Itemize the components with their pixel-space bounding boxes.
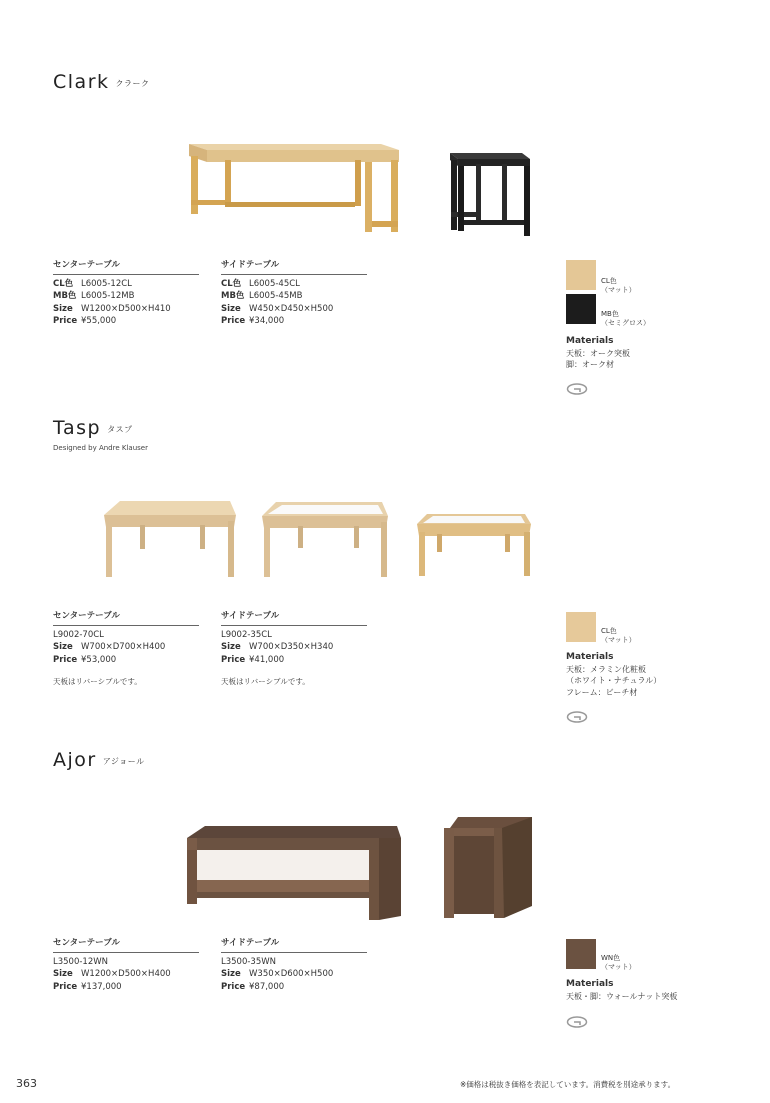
ajor-side-spec: [221, 937, 367, 993]
tasp-swatch1-label: CL色 （マット）: [601, 627, 636, 644]
ajor-title: Ajor: [53, 749, 97, 771]
ajor-center-code: L3500-12WN: [53, 956, 109, 967]
tasp-center-category: センターテーブル: [53, 610, 199, 626]
ajor-center-table-image: [183, 822, 405, 922]
clark-swatch1-label: CL色 （マット）: [601, 277, 636, 294]
ajor-heading: [53, 749, 145, 771]
tasp-cl-swatch: [566, 612, 596, 642]
tasp-kana: タスプ: [107, 425, 133, 434]
clark-swatch2-label: MB色 （セミグロス）: [601, 310, 650, 327]
spec-row: Price ¥87,000: [221, 981, 285, 992]
ajor-side-category: サイドテーブル: [221, 937, 367, 953]
ajor-materials: Materials 天板・脚：ウォールナット突板: [566, 979, 678, 1001]
tasp-side-code: L9002-35CL: [221, 629, 272, 640]
green-mark-icon: [566, 383, 588, 395]
black-mb-swatch: [566, 294, 596, 324]
clark-side-spec: [221, 259, 367, 328]
tasp-materials: Materials 天板：メラミン化粧板 （ホワイト・ナチュラル） フレーム：ビーチ材: [566, 652, 662, 697]
ajor-swatch1-label: WN色 （マット）: [601, 954, 636, 971]
spec-row: MB色 L6005-45MB: [221, 291, 303, 301]
spec-row: Size W450×D450×H500: [221, 303, 334, 314]
tasp-center-code: L9002-70CL: [53, 629, 104, 640]
walnut-wn-swatch: [566, 939, 596, 969]
ajor-center-spec: [53, 937, 199, 993]
spec-row: Price ¥137,000: [53, 981, 122, 992]
page-number: 363: [16, 1077, 37, 1090]
tasp-designer: Designed by Andre Klauser: [53, 444, 148, 452]
clark-center-spec: [53, 259, 199, 328]
clark-side-table-image: [446, 150, 536, 238]
spec-row: Size W350×D600×H500: [221, 969, 334, 979]
tasp-side-category: サイドテーブル: [221, 610, 367, 626]
tasp-title: Tasp: [53, 417, 102, 439]
spec-row: MB色 L6005-12MB: [53, 291, 135, 301]
clark-center-table-image: [185, 136, 403, 236]
oak-cl-swatch: [566, 260, 596, 290]
tasp-side-table-natural-image: [413, 512, 535, 578]
tasp-side-table-white-image: [258, 500, 393, 580]
spec-row: Price ¥41,000: [221, 654, 285, 665]
tasp-side-spec: [221, 610, 367, 689]
spec-row: Size W700×D350×H340: [221, 642, 334, 652]
spec-row: Size W1200×D500×H400: [53, 969, 171, 979]
tasp-side-note: 天板はリバーシブルです。: [221, 677, 310, 686]
ajor-kana: アジョール: [102, 757, 145, 766]
clark-side-category: サイドテーブル: [221, 259, 367, 275]
tasp-center-spec: [53, 610, 199, 689]
ajor-side-table-image: [440, 814, 536, 920]
spec-row: CL色 L6005-45CL: [221, 278, 300, 289]
clark-materials: Materials 天板：オーク突板 脚：オーク材: [566, 336, 630, 369]
green-mark-icon: [566, 1016, 588, 1028]
clark-heading: [53, 71, 150, 93]
ajor-side-code: L3500-35WN: [221, 956, 277, 967]
spec-row: CL色 L6005-12CL: [53, 278, 132, 289]
clark-kana: クラーク: [115, 79, 150, 88]
tasp-center-note: 天板はリバーシブルです。: [53, 677, 142, 686]
ajor-center-category: センターテーブル: [53, 937, 199, 953]
spec-row: Price ¥34,000: [221, 316, 285, 326]
tasp-center-table-image: [100, 497, 240, 582]
spec-row: Price ¥53,000: [53, 654, 117, 665]
spec-row: Price ¥55,000: [53, 316, 117, 326]
clark-center-category: センターテーブル: [53, 259, 199, 275]
tax-footnote: ※価格は税抜き価格を表記しています。消費税を別途承ります。: [460, 1080, 676, 1089]
green-mark-icon: [566, 711, 588, 723]
tasp-heading: [53, 417, 133, 439]
spec-row: Size W700×D700×H400: [53, 642, 166, 652]
spec-row: Size W1200×D500×H410: [53, 303, 171, 314]
clark-title: Clark: [53, 71, 110, 93]
